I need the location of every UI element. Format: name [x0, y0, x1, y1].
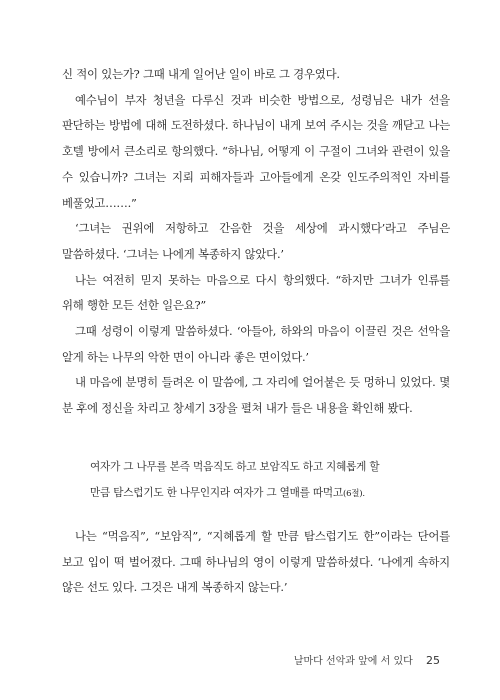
- quote-text: 만큼 탐스럽기도 한 나무인지라 여자가 그 열매를 따먹고: [90, 487, 343, 499]
- quote-line: [90, 480, 430, 507]
- scripture-quote: [90, 454, 430, 507]
- paragraph: ‘그녀는 권위에 저항하고 간음한 것을 세상에 과시했다’라고 주님은 말씀하셨다. ‘그녀는 나에게 복종하지 않았다.’: [62, 221, 450, 261]
- paragraph: 나는 “먹음직”, “보암직”, “지혜롭게 할 만큼 탐스럽기도 한”이라는 단어를 보고 입이 떡 벌어졌다. 그때 하나님의 영이 이렇게 말씀하셨다. ‘나에게 속하지 않은 선도 있다. 그것은 내게 복종하지 않는다.’: [62, 529, 450, 595]
- quote-line: 여자가 그 나무를 본즉 먹음직도 하고 보암직도 하고 지혜롭게 할: [90, 461, 380, 473]
- body-text-bottom: [62, 524, 450, 601]
- paragraph: 예수님이 부자 청년을 다루신 것과 비슷한 방법으로, 성령님은 내가 선을 판단하는 방법에 대해 도전하셨다. 하나님이 내게 보여 주시는 것을 깨닫고 나는 호텔 방에서 큰소리로 항의했다. “하나님, 어떻게 이 구절이 그녀와 관련이 있을 수 있습니까? 그녀는 지뢰 피해자들과 고아들에게 온갖 인도주의적인 자비를 베풀었고…….”: [62, 92, 450, 210]
- page-number: 25: [426, 654, 440, 667]
- body-text-top: [62, 62, 450, 422]
- running-title: 날마다 선악과 앞에 서 있다: [293, 656, 413, 667]
- verse-reference: (6절).: [342, 489, 365, 499]
- paragraph-continuation: 신 적이 있는가? 그때 내게 일어난 일이 바로 그 경우였다.: [62, 67, 340, 81]
- paragraph: 나는 여전히 믿지 못하는 마음으로 다시 항의했다. “하지만 그녀가 인류를 위해 행한 모든 선한 일은요?”: [62, 272, 450, 313]
- paragraph: 그때 성령이 이렇게 말씀하셨다. ‘아들아, 하와의 마음이 이끌린 것은 선악을 알게 하는 나무의 악한 면이 아니라 좋은 면이었다.’: [62, 324, 450, 364]
- paragraph: 내 마음에 분명히 들려온 이 말씀에, 그 자리에 얼어붙은 듯 멍하니 있었다. 몇 분 후에 정신을 차리고 창세기 3장을 펼쳐 내가 들은 내용을 확인해 봤다.: [62, 375, 450, 416]
- page-footer: [294, 652, 440, 667]
